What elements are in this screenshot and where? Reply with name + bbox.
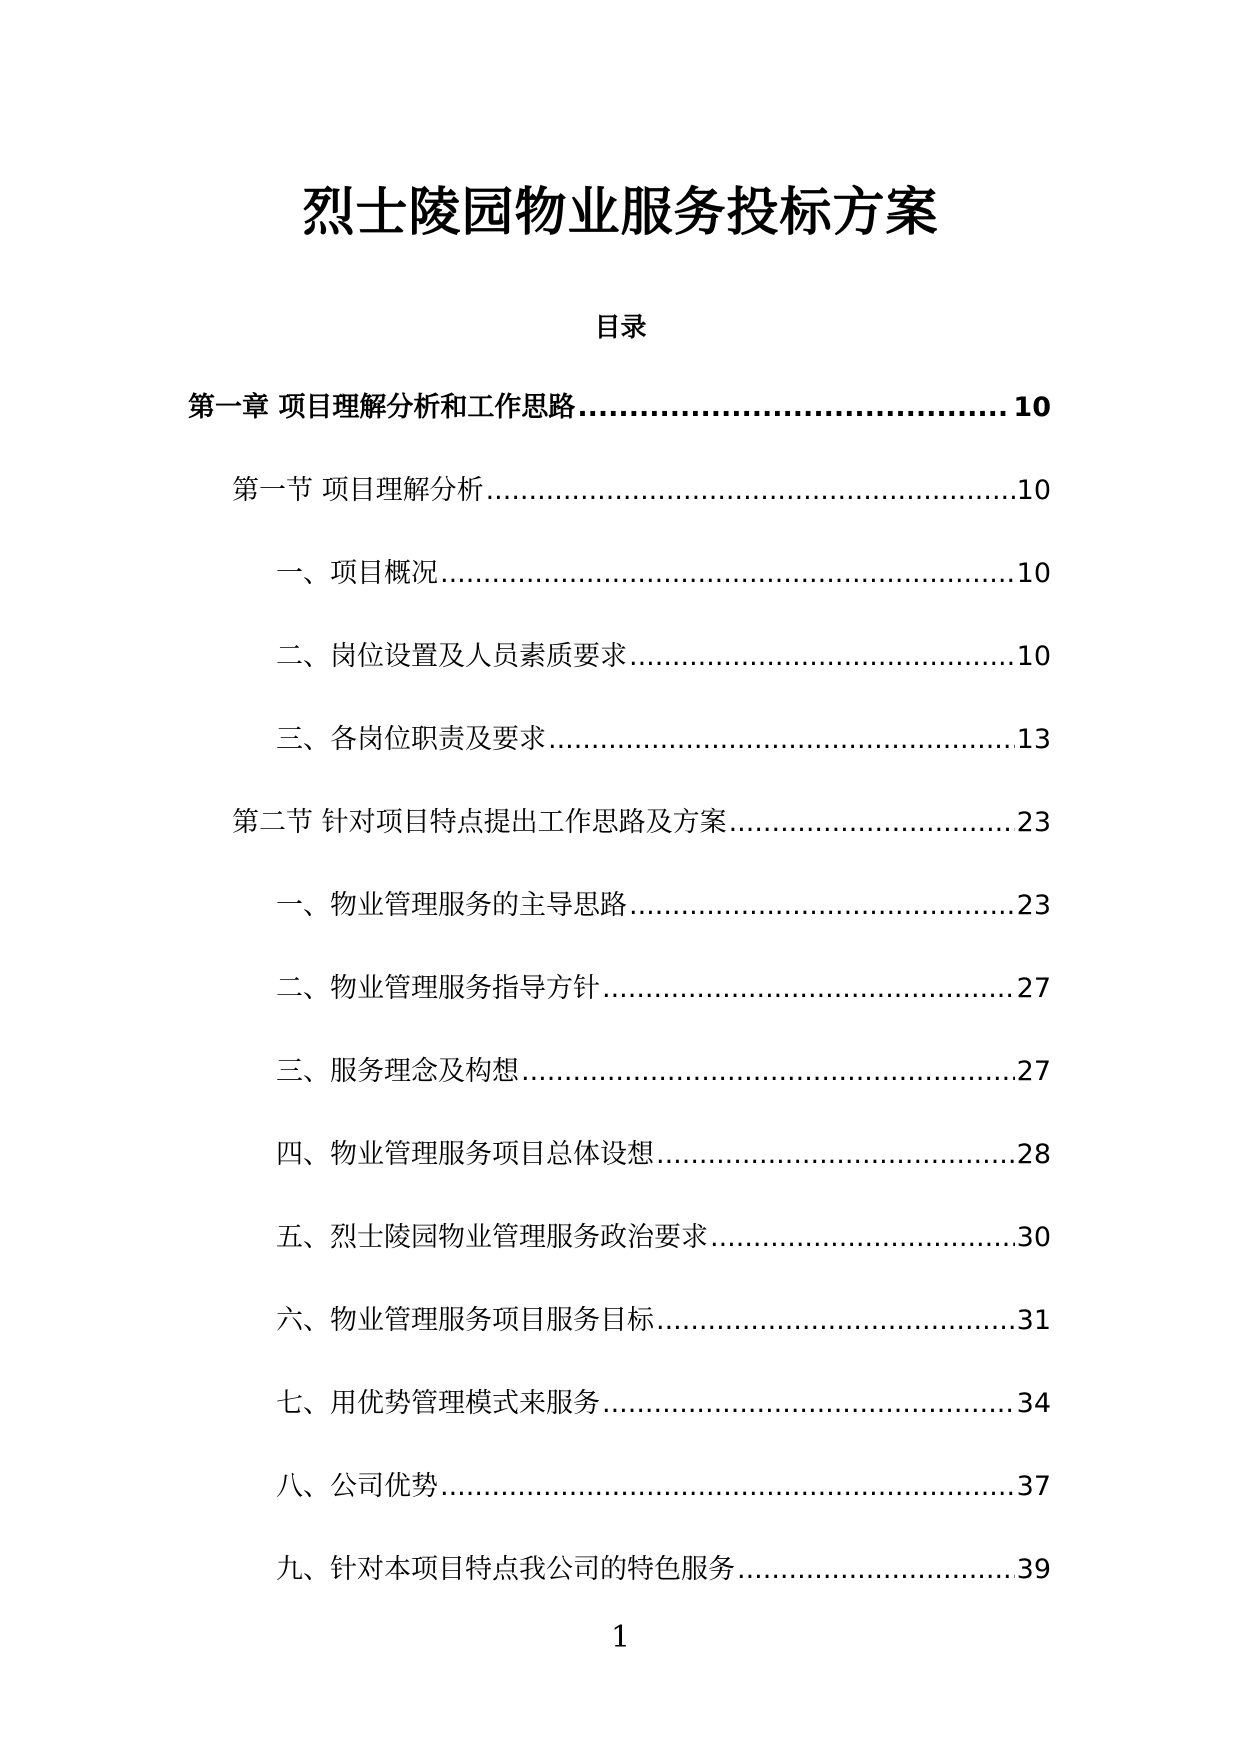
toc-entry-text: 七、用优势管理模式来服务 (276, 1388, 600, 1419)
toc-dot-leader (602, 1384, 1015, 1424)
toc-entry-page: 34 (1016, 1388, 1051, 1419)
toc-entry-section-2[interactable] (232, 803, 1051, 843)
toc-entry-text: 九、针对本项目特点我公司的特色服务 (276, 1554, 735, 1585)
toc-entry-text: 一、物业管理服务的主导思路 (276, 890, 627, 921)
toc-dot-leader (729, 803, 1015, 843)
toc-entry-text: 六、物业管理服务项目服务目标 (276, 1305, 654, 1336)
toc-entry-text: 五、烈士陵园物业管理服务政治要求 (276, 1222, 708, 1253)
toc-dot-leader (440, 1467, 1015, 1507)
document-title: 烈士陵园物业服务投标方案 (302, 183, 939, 243)
toc-entry-page: 13 (1016, 724, 1051, 755)
toc-dot-leader (577, 388, 1011, 428)
toc-entry-page: 30 (1016, 1222, 1051, 1253)
toc-entry-page: 23 (1016, 807, 1051, 838)
toc-entry-page: 10 (1016, 558, 1051, 589)
toc-entry-text: 二、物业管理服务指导方针 (276, 973, 600, 1004)
toc-dot-leader (602, 969, 1015, 1009)
toc-entry-item[interactable] (276, 1301, 1051, 1341)
toc-entry-page: 39 (1016, 1554, 1051, 1585)
toc-entry-text: 二、岗位设置及人员素质要求 (276, 641, 627, 672)
toc-dot-leader (737, 1550, 1015, 1590)
toc-entry-text: 第一节 项目理解分析 (232, 475, 484, 506)
toc-entry-item[interactable] (276, 969, 1051, 1009)
toc-entry-text: 第一章 项目理解分析和工作思路 (188, 392, 576, 423)
toc-entry-item[interactable] (276, 554, 1051, 594)
toc-entry-page: 10 (1013, 392, 1051, 423)
toc-entry-page: 10 (1016, 641, 1051, 672)
toc-entry-item[interactable] (276, 886, 1051, 926)
page-number: 1 (610, 1620, 631, 1655)
toc-dot-leader (521, 1052, 1015, 1092)
toc-entry-page: 23 (1016, 890, 1051, 921)
toc-entry-text: 四、物业管理服务项目总体设想 (276, 1139, 654, 1170)
toc-entry-text: 一、项目概况 (276, 558, 438, 589)
toc-dot-leader (486, 471, 1015, 511)
toc-entry-item[interactable] (276, 1052, 1051, 1092)
toc-dot-leader (710, 1218, 1015, 1258)
toc-entry-item[interactable] (276, 1218, 1051, 1258)
toc-dot-leader (440, 554, 1015, 594)
toc-entry-item[interactable] (276, 1135, 1051, 1175)
toc-entry-item[interactable] (276, 1467, 1051, 1507)
toc-entry-chapter-1[interactable] (188, 388, 1051, 428)
toc-entry-section-1[interactable] (232, 471, 1051, 511)
toc-entry-page: 28 (1016, 1139, 1051, 1170)
toc-dot-leader (656, 1135, 1015, 1175)
toc-entry-text: 三、各岗位职责及要求 (276, 724, 546, 755)
toc-entry-item[interactable] (276, 1550, 1051, 1590)
toc-entry-page: 27 (1016, 973, 1051, 1004)
toc-dot-leader (629, 637, 1015, 677)
toc-entry-text: 八、公司优势 (276, 1471, 438, 1502)
toc-entry-page: 27 (1016, 1056, 1051, 1087)
toc-entry-page: 31 (1016, 1305, 1051, 1336)
toc-dot-leader (548, 720, 1015, 760)
toc-dot-leader (656, 1301, 1015, 1341)
toc-entry-item[interactable] (276, 1384, 1051, 1424)
toc-entry-page: 10 (1016, 475, 1051, 506)
toc-entry-page: 37 (1016, 1471, 1051, 1502)
toc-entry-text: 第二节 针对项目特点提出工作思路及方案 (232, 807, 727, 838)
toc-dot-leader (629, 886, 1015, 926)
toc-entry-item[interactable] (276, 720, 1051, 760)
toc-entry-item[interactable] (276, 637, 1051, 677)
toc-entry-text: 三、服务理念及构想 (276, 1056, 519, 1087)
toc-heading: 目录 (594, 313, 647, 343)
